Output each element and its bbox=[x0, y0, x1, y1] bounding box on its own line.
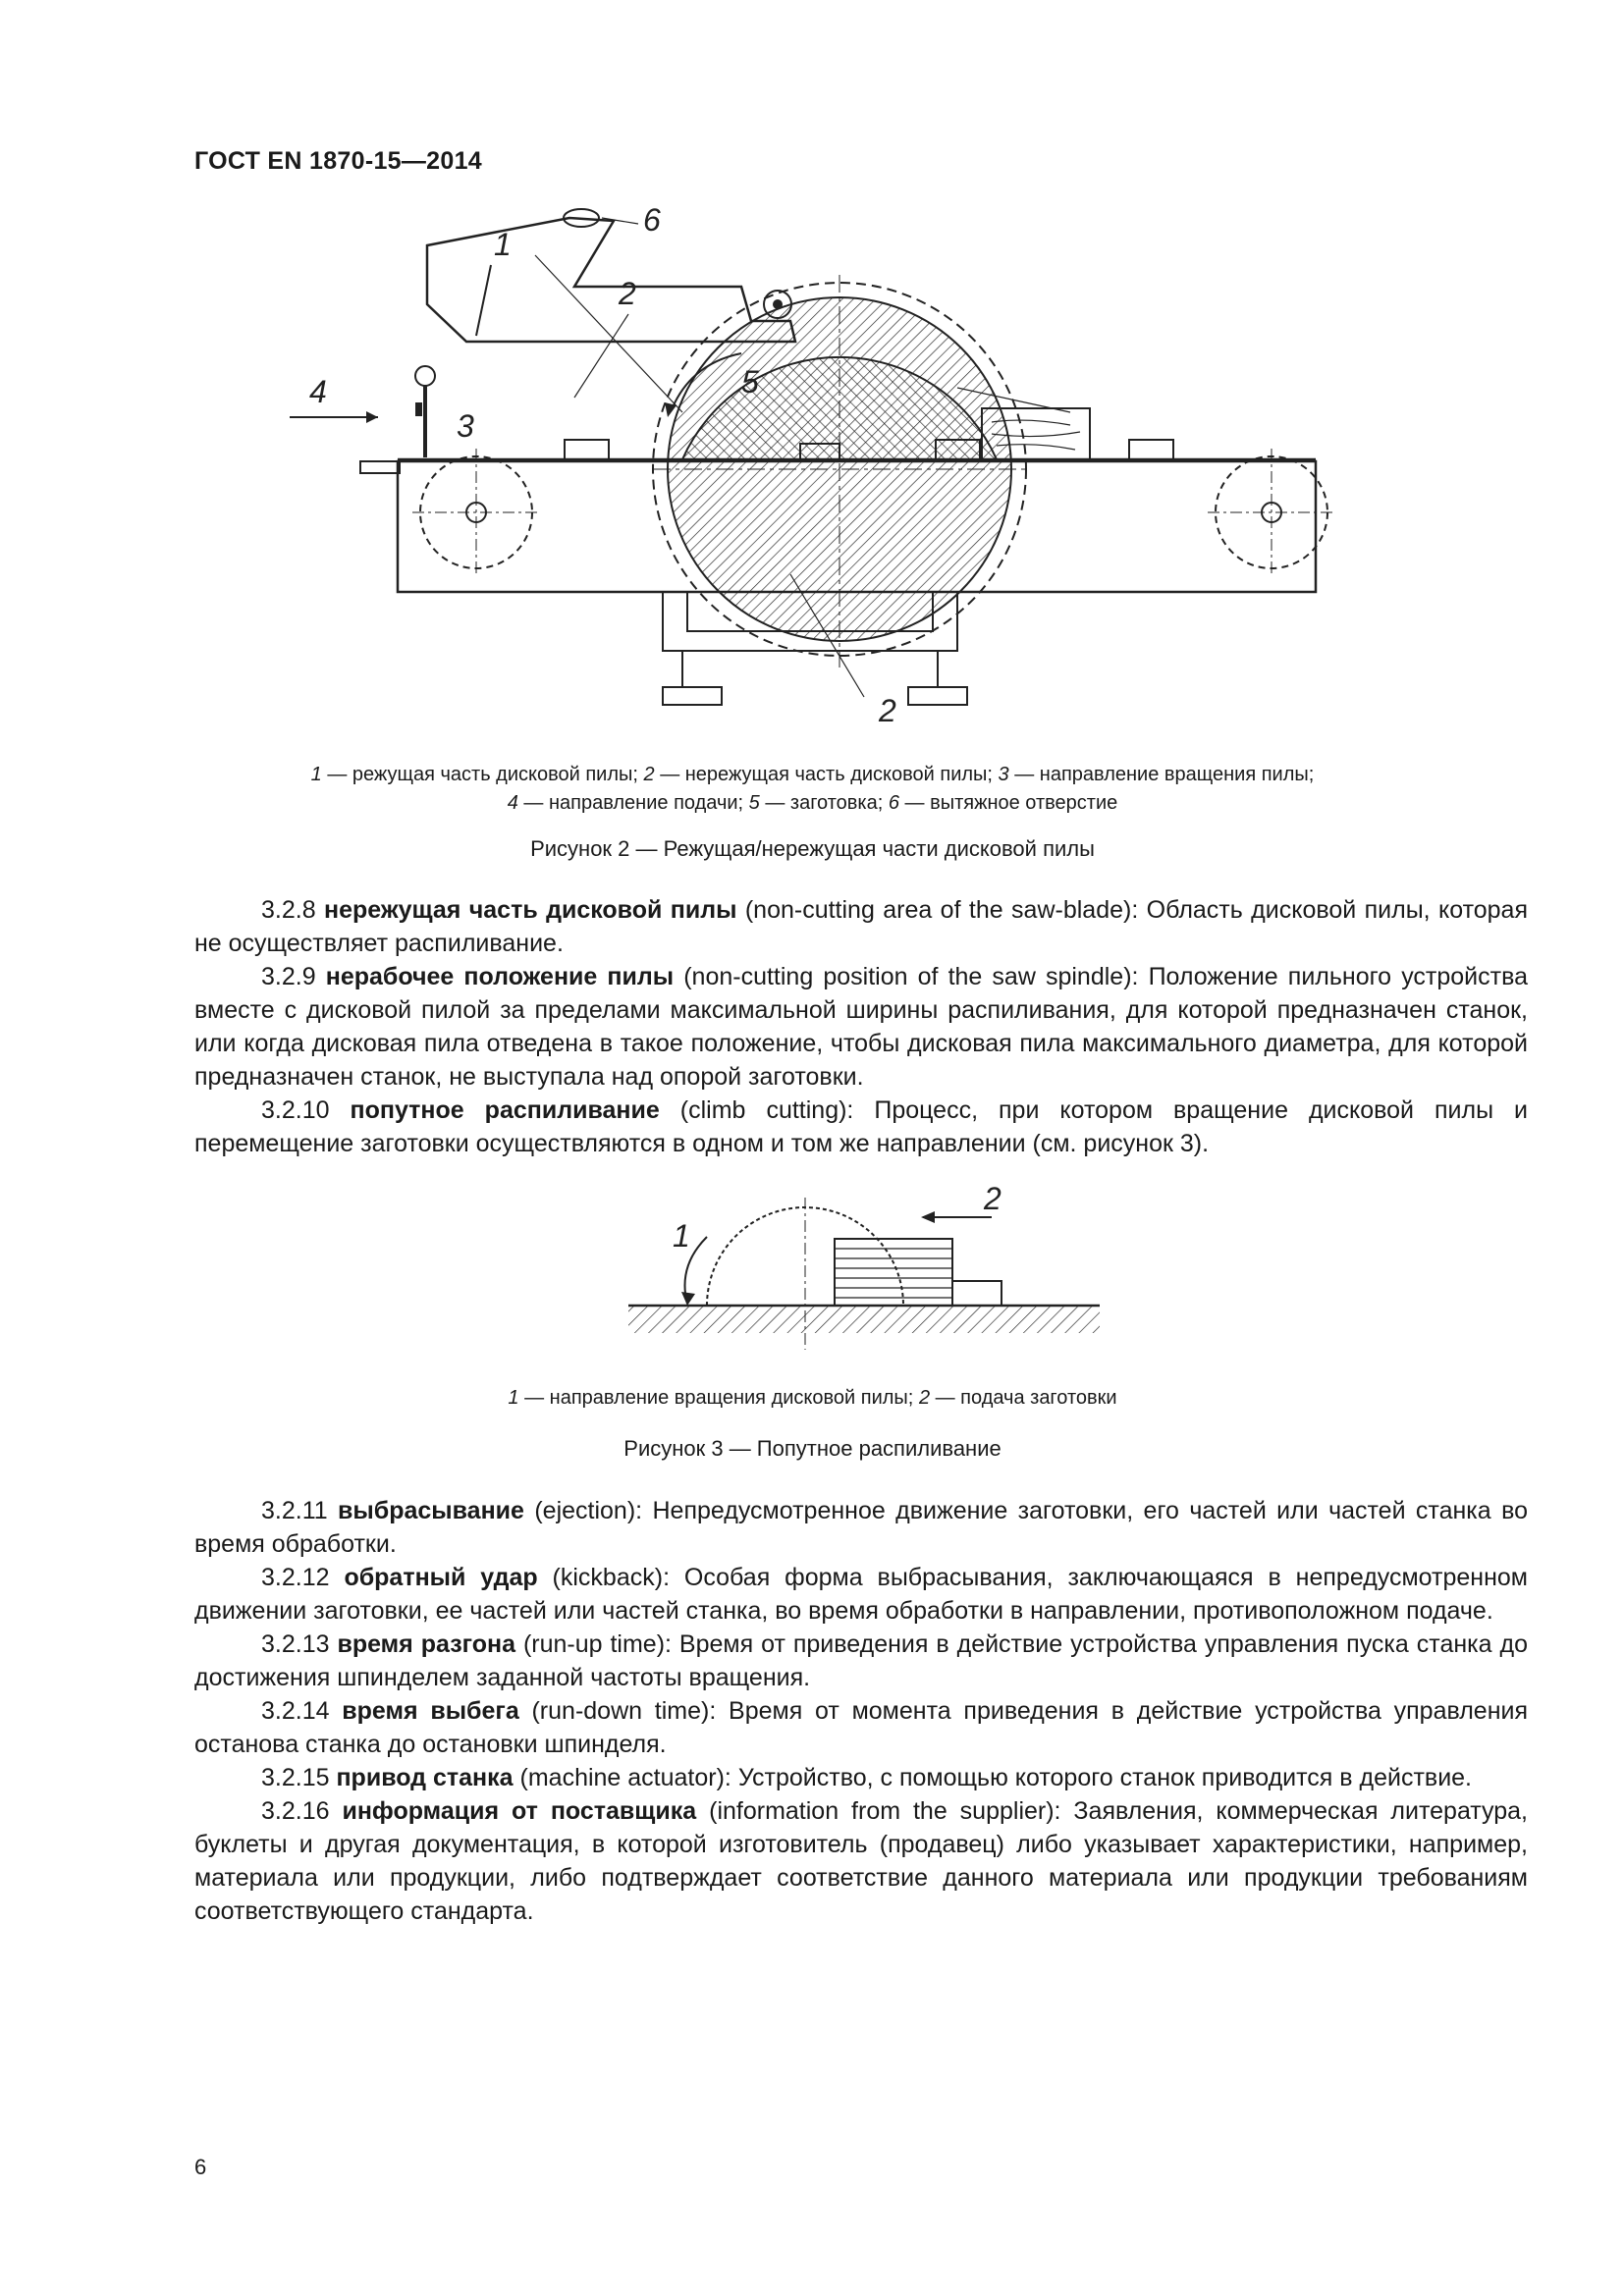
definition-3-2-8: 3.2.8 нережущая часть дисковой пилы (non-cutting area of the saw-blade): Область дисковой пилы, которая не осуществляет распиливание. bbox=[194, 896, 1528, 957]
fig2-label-5: 5 bbox=[741, 364, 759, 400]
definition-3-2-15: 3.2.15 привод станка (machine actuator): Устройство, с помощью которого станок приводится в действие. bbox=[261, 1764, 1473, 1791]
definition-3-2-11: 3.2.11 выбрасывание (ejection): Непредусмотренное движение заготовки, его частей или частей станка во время обработки. bbox=[194, 1497, 1528, 1558]
definition-3-2-10: 3.2.10 попутное распиливание (climb cutting): Процесс, при котором вращение дисковой пилы и перемещение заготовки осуществляются в одном и том же направлении (см. рисунок 3). bbox=[194, 1096, 1529, 1157]
definition-3-2-14: 3.2.14 время выбега (run-down time): Время от момента приведения в действие устройства управления останова станка до остановки шпинделя. bbox=[194, 1697, 1528, 1758]
definition-3-2-9: 3.2.9 нерабочее положение пилы (non-cutting position of the saw spindle): Положение пильного устройства вместе с дисковой пилой за пределами максимальной ширины распиливания, для которой предназначен станок, или когда дисковая пила отведена в такое положение, чтобы дисковая пила максимального диаметра, для которой предназначен станок, не выступала над опорой заготовки. bbox=[194, 963, 1528, 1091]
definition-3-2-12: 3.2.12 обратный удар (kickback): Особая форма выбрасывания, заключающаяся в непредусмотренном движении заготовки, ее частей или частей станка, во время обработки в направлении, противоположном подаче. bbox=[194, 1564, 1528, 1625]
fig3-label-1: 1 bbox=[673, 1218, 690, 1254]
document-header: ГОСТ EN 1870-15—2014 bbox=[194, 147, 482, 175]
figure-3-caption: Рисунок 3 — Попутное распиливание bbox=[623, 1436, 1001, 1461]
fig2-label-2-bottom: 2 bbox=[879, 693, 896, 728]
page-number: 6 bbox=[194, 2155, 207, 2179]
section-definitions-a bbox=[194, 893, 1528, 1160]
figure-2-legend: 1 — режущая часть дисковой пилы; 2 — нережущая часть дисковой пилы; 3 — направление вращения пилы; 4 — направление подачи; 5 — заготовка; 6 — вытяжное отверстие bbox=[310, 764, 1315, 814]
definition-3-2-16: 3.2.16 информация от поставщика (information from the supplier): Заявления, коммерческая литература, буклеты и другая документация, в которой изготовитель (продавец) либо указывает характеристики, например, материала или продукции, либо подтверждает соответствие данного материала или продукции требованиям соответствующего стандарта. bbox=[194, 1797, 1529, 1925]
section-definitions-b bbox=[194, 1494, 1528, 1928]
figure-2-diagram bbox=[309, 202, 1370, 736]
figure-2-caption: Рисунок 2 — Режущая/нережущая части дисковой пилы bbox=[530, 836, 1095, 861]
fig2-label-1: 1 bbox=[494, 227, 512, 262]
figure-3-legend: 1 — направление вращения дисковой пилы; 2 — подача заготовки bbox=[508, 1387, 1117, 1409]
fig2-label-6: 6 bbox=[643, 202, 661, 238]
fig2-label-3: 3 bbox=[457, 408, 474, 444]
definition-3-2-13: 3.2.13 время разгона (run-up time): Время от приведения в действие устройства управления пуска станка до достижения шпинделем заданной частоты вращения. bbox=[194, 1630, 1528, 1691]
figure-3-diagram bbox=[609, 1178, 1119, 1374]
fig3-label-2: 2 bbox=[984, 1181, 1001, 1216]
fig2-label-2-top: 2 bbox=[619, 276, 636, 311]
fig2-label-4: 4 bbox=[309, 374, 327, 409]
